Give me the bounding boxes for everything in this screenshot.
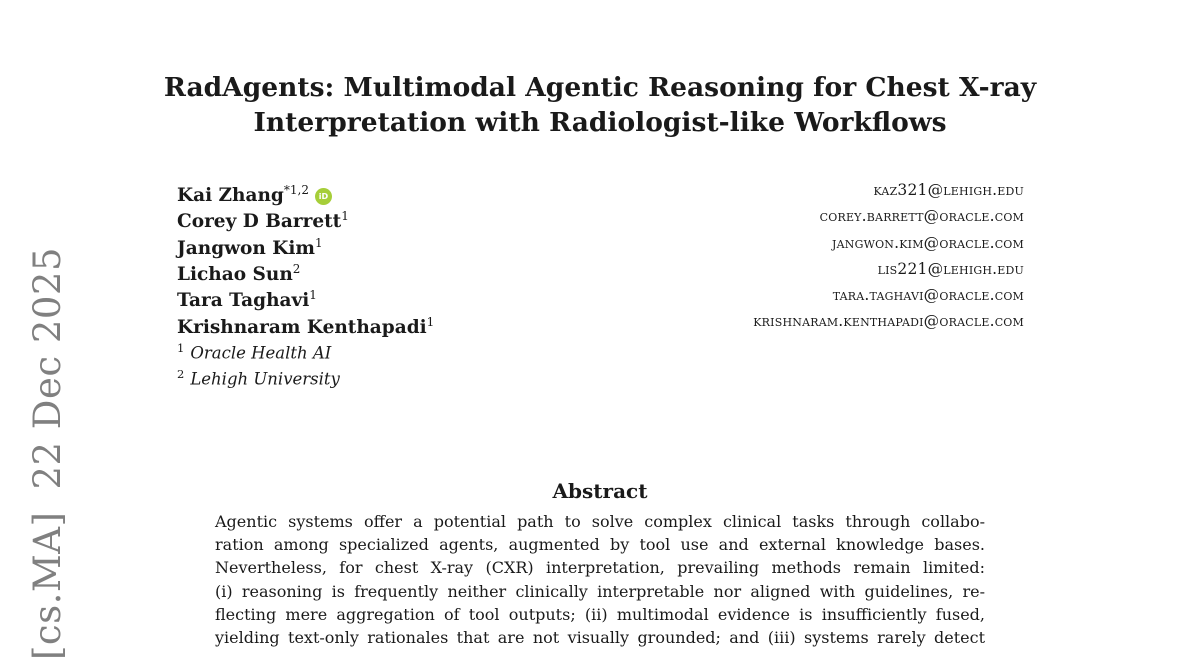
paper-title (100, 70, 1100, 140)
author-affil-marker: 1 (309, 288, 317, 303)
author-row (177, 308, 1024, 338)
arxiv-date: 22 Dec 2025 (26, 246, 69, 490)
author-email: tara.taghavi@oracle.com (832, 286, 1024, 305)
abstract-body (215, 510, 985, 649)
author-name: Jangwon Kim (177, 237, 315, 259)
author-email: corey.barrett@oracle.com (819, 207, 1024, 226)
abstract-line: Nevertheless, for chest X-ray (CXR) interpretation, prevailing methods remain limited: (215, 558, 985, 578)
title-line: RadAgents: Multimodal Agentic Reasoning for Chest X-ray (163, 72, 1037, 103)
affiliation (177, 335, 1024, 361)
author-block (177, 177, 1024, 387)
author-name: Kai Zhang (177, 185, 284, 207)
arxiv-category: [cs.MA] (26, 511, 69, 660)
affiliation-number: 1 (177, 340, 185, 355)
author-row (177, 177, 1024, 207)
author-row (177, 282, 1024, 312)
author-affil-marker: 1 (314, 235, 323, 250)
author-row (177, 203, 1024, 233)
affiliation-name: Oracle Health AI (190, 343, 332, 363)
author-name: Lichao Sun (177, 264, 293, 286)
author-affil-marker: 2 (292, 261, 301, 276)
arxiv-side-stamp (26, 247, 69, 660)
abstract-line: flecting mere aggregation of tool outputs; (ii) multimodal evidence is insufficiently fused, (215, 604, 985, 624)
abstract-line: yielding text-only rationales that are not visually grounded; and (iii) systems rarely detect (215, 627, 985, 647)
author-name: Krishnaram Kenthapadi (177, 316, 427, 338)
author-name: Tara Taghavi (177, 290, 310, 312)
affiliation-number: 2 (177, 367, 185, 382)
orcid-icon[interactable]: iD (315, 188, 332, 205)
author-affil-marker: *1,2 (283, 183, 309, 197)
abstract-line: ration among specialized agents, augmented by tool use and external knowledge bases. (215, 535, 985, 555)
author-name: Corey D Barrett (177, 211, 342, 233)
author-email: krishnaram.kenthapadi@oracle.com (753, 312, 1024, 331)
author-email: lis221@lehigh.edu (877, 259, 1024, 278)
abstract-line: (i) reasoning is frequently neither clinically interpretable nor aligned with guidelines, re- (215, 581, 985, 601)
author-email: kaz321@lehigh.edu (873, 181, 1024, 199)
author-affil-marker: 1 (341, 209, 349, 224)
abstract-heading: Abstract (552, 479, 648, 503)
author-affil-marker: 1 (426, 314, 435, 329)
affiliation (177, 361, 1024, 387)
abstract-line: Agentic systems offer a potential path to solve complex clinical tasks through collabo- (215, 512, 985, 531)
author-row (177, 230, 1024, 259)
author-email: jangwon.kim@oracle.com (832, 233, 1024, 252)
author-row (177, 256, 1024, 286)
affiliation-name: Lehigh University (190, 369, 340, 389)
title-line: Interpretation with Radiologist-like Workflows (253, 107, 947, 138)
